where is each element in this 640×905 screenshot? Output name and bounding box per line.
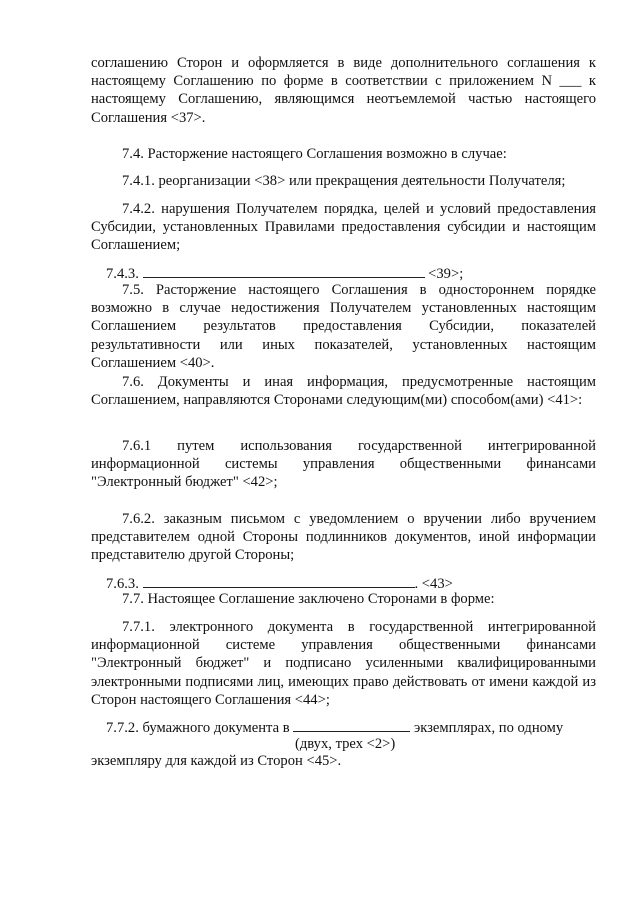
paragraph-7-4-3-number: 7.4.3. bbox=[106, 266, 139, 282]
paragraph-7-6-2: 7.6.2. заказным письмом с уведомлением о вручении либо вручением представителем одной Стороны подлинников документов, иной информации представителю другой Стороны; bbox=[91, 511, 596, 564]
paragraph-7-7-2-end: экземплярах, по одному bbox=[413, 720, 564, 736]
copies-count-blank bbox=[293, 717, 410, 732]
paragraph-7-6: 7.6. Документы и иная информация, предусмотренные настоящим Соглашением, направляются Сторонами следующим(ми) способом(ами) <41>: bbox=[91, 374, 596, 409]
paragraph-7-6-3-number: 7.6.3. bbox=[106, 576, 139, 592]
paragraph-7-5: 7.5. Расторжение настоящего Соглашения в одностороннем порядке возможно в случае недостижения Получателем установленных настоящим Соглашением результатов предоставления Субсидии, показателей результативности или иных показателей, установленных настоящим Соглашением <40>. bbox=[91, 282, 596, 371]
copies-count-hint: (двух, трех <2>) bbox=[295, 736, 396, 752]
paragraph-7-4-1: 7.4.1. реорганизации <38> или прекращения деятельности Получателя; bbox=[122, 173, 566, 189]
paragraph-7-7-1: 7.7.1. электронного документа в государственной интегрированной информационной системе управления общественными финансами "Электронный бюджет" и подписано усиленными квалифицированными электронными подписями лиц, имеющих право действовать от имени каждой из Сторон настоящего Соглашения <44>; bbox=[91, 619, 596, 708]
paragraph-intro: соглашению Сторон и оформляется в виде дополнительного соглашения к настоящему Соглашению по форме в соответствии с приложением N ___ к настоящему Соглашению, являющимся неотъемлемой частью настоящего Соглашения <37>. bbox=[91, 55, 596, 126]
paragraph-7-6-1: 7.6.1 путем использования государственной интегрированной информационной системы управления общественными финансами "Электронный бюджет" <42>; bbox=[91, 438, 596, 491]
paragraph-7-4-3-tail: <39>; bbox=[428, 266, 464, 282]
paragraph-7-4-2: 7.4.2. нарушения Получателем порядка, целей и условий предоставления Субсидии, установленных Правилами предоставления субсидии и настоящим Соглашением; bbox=[91, 201, 596, 254]
paragraph-7-7-2-continuation: экземпляру для каждой из Сторон <45>. bbox=[91, 753, 342, 769]
paragraph-7-4: 7.4. Расторжение настоящего Соглашения возможно в случае: bbox=[122, 146, 507, 162]
paragraph-7-7: 7.7. Настоящее Соглашение заключено Сторонами в форме: bbox=[122, 591, 495, 607]
blank-line bbox=[143, 263, 425, 278]
paragraph-7-7-2-start: 7.7.2. бумажного документа в bbox=[106, 720, 290, 736]
blank-line bbox=[143, 573, 415, 588]
paragraph-7-6-3-tail: . <43> bbox=[414, 576, 453, 592]
